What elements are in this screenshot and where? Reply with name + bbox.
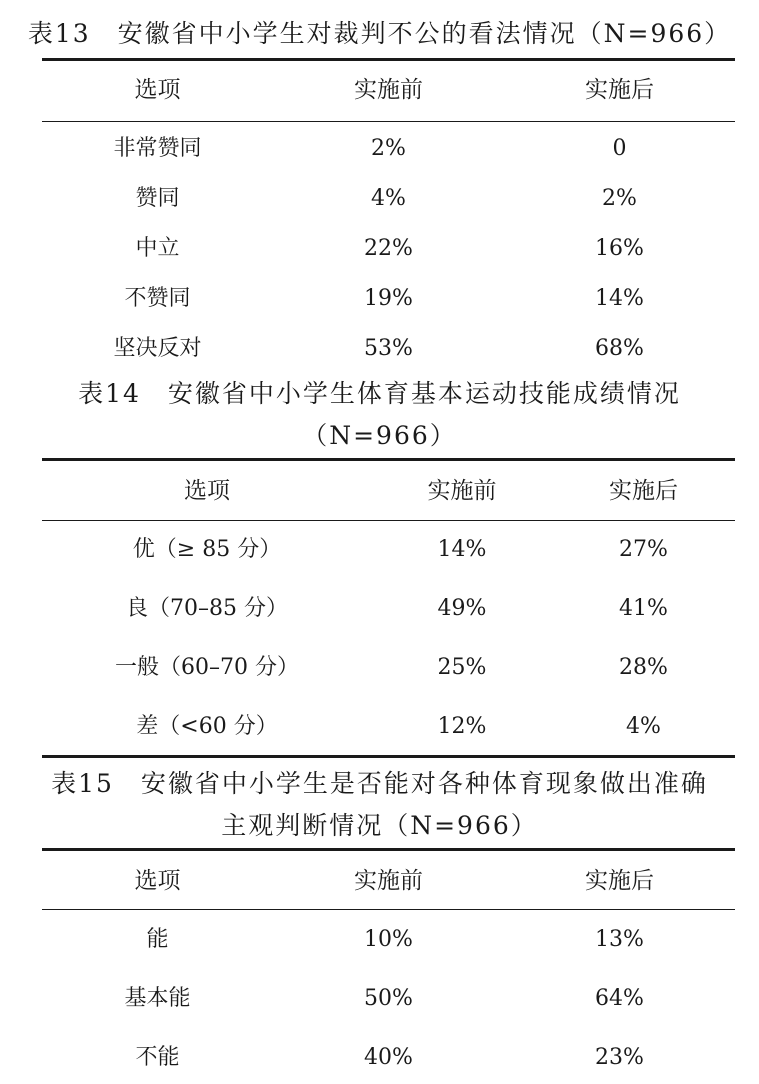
header-rule bbox=[42, 909, 735, 910]
table-row bbox=[42, 707, 735, 747]
row-option: 差（<60 分） bbox=[136, 714, 278, 739]
row-before: 40% bbox=[364, 1045, 413, 1070]
row-after: 68% bbox=[595, 336, 644, 361]
row-before: 50% bbox=[364, 986, 413, 1011]
header-rule bbox=[42, 520, 735, 521]
row-option: 基本能 bbox=[124, 986, 191, 1011]
row-before: 12% bbox=[437, 714, 487, 739]
header-row bbox=[42, 471, 735, 511]
table-row bbox=[42, 329, 735, 369]
row-option: 赞同 bbox=[135, 186, 180, 211]
row-after: 14% bbox=[595, 286, 644, 311]
row-after: 16% bbox=[595, 236, 644, 261]
row-option: 能 bbox=[146, 927, 169, 952]
header-after: 实施后 bbox=[585, 868, 654, 894]
row-after: 28% bbox=[619, 655, 668, 680]
header-rule bbox=[42, 121, 735, 122]
header-row bbox=[42, 861, 735, 901]
header-after: 实施后 bbox=[609, 478, 678, 504]
row-after: 41% bbox=[619, 596, 668, 621]
row-option: 非常赞同 bbox=[113, 136, 202, 161]
row-option: 良（70–85 分） bbox=[126, 596, 288, 621]
table-13-caption: 表13 安徽省中小学生对裁判不公的看法情况（N=966） bbox=[27, 19, 732, 48]
header-row bbox=[42, 70, 735, 110]
table-row bbox=[42, 129, 735, 169]
table-row bbox=[42, 279, 735, 319]
row-after: 64% bbox=[595, 986, 644, 1011]
row-after: 4% bbox=[626, 714, 661, 739]
table-row bbox=[42, 920, 735, 960]
top-rule bbox=[42, 848, 735, 851]
row-before: 14% bbox=[437, 537, 487, 562]
table-row bbox=[42, 1038, 735, 1078]
row-after: 23% bbox=[595, 1045, 644, 1070]
header-after: 实施后 bbox=[585, 77, 654, 103]
row-after: 0 bbox=[612, 136, 627, 161]
table-13 bbox=[42, 58, 735, 368]
table-row bbox=[42, 229, 735, 269]
table-row bbox=[42, 179, 735, 219]
row-option: 中立 bbox=[135, 236, 180, 261]
header-before: 实施前 bbox=[354, 868, 423, 894]
row-before: 49% bbox=[437, 596, 487, 621]
header-before: 实施前 bbox=[354, 77, 423, 103]
row-before: 10% bbox=[364, 927, 413, 952]
table-15-caption-line-1: 表15 安徽省中小学生是否能对各种体育现象做出准确 bbox=[51, 769, 708, 798]
table-row bbox=[42, 979, 735, 1019]
bottom-rule bbox=[42, 755, 735, 758]
row-option: 不赞同 bbox=[124, 286, 191, 311]
table-14-caption-line-2: （N=966） bbox=[302, 421, 457, 450]
row-before: 4% bbox=[371, 186, 406, 211]
table-14-caption-line-1: 表14 安徽省中小学生体育基本运动技能成绩情况 bbox=[78, 379, 681, 408]
header-option: 选项 bbox=[134, 77, 181, 103]
row-after: 27% bbox=[619, 537, 668, 562]
table-15-caption-line-2: 主观判断情况（N=966） bbox=[221, 811, 538, 840]
row-after: 13% bbox=[595, 927, 644, 952]
row-option: 不能 bbox=[135, 1045, 180, 1070]
header-option: 选项 bbox=[184, 478, 230, 504]
top-rule bbox=[42, 458, 735, 461]
table-14 bbox=[42, 458, 735, 758]
row-before: 53% bbox=[364, 336, 413, 361]
header-option: 选项 bbox=[134, 868, 181, 894]
row-after: 2% bbox=[602, 186, 637, 211]
table-row bbox=[42, 530, 735, 570]
row-before: 19% bbox=[364, 286, 413, 311]
row-option: 坚决反对 bbox=[113, 336, 202, 361]
table-15 bbox=[42, 848, 735, 1082]
row-option: 优（≥ 85 分） bbox=[132, 537, 282, 562]
table-row bbox=[42, 589, 735, 629]
row-before: 25% bbox=[437, 655, 487, 680]
row-before: 2% bbox=[371, 136, 406, 161]
table-row bbox=[42, 648, 735, 688]
top-rule bbox=[42, 58, 735, 61]
row-option: 一般（60–70 分） bbox=[115, 655, 299, 680]
header-before: 实施前 bbox=[427, 478, 497, 504]
row-before: 22% bbox=[364, 236, 413, 261]
